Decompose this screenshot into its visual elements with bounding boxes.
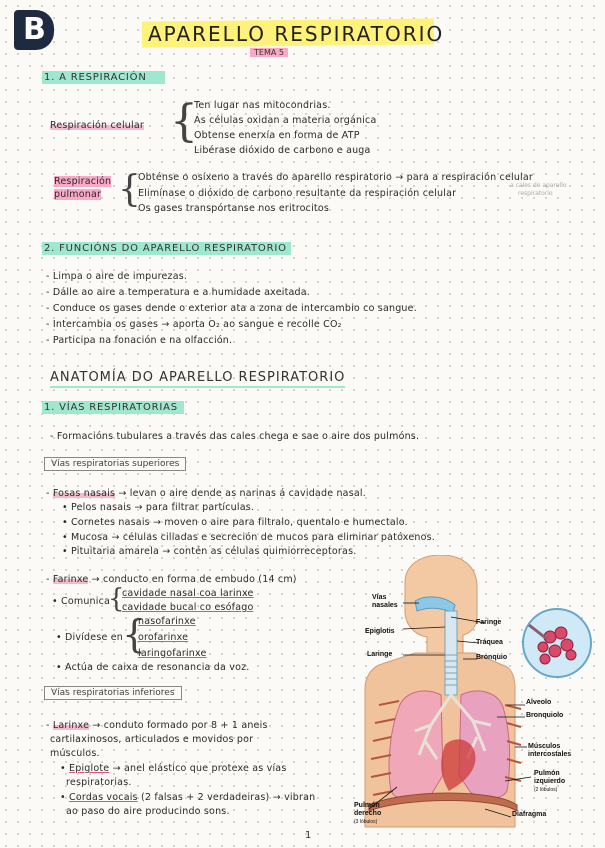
page-title-text: APARELLO RESPIRATORIO — [148, 22, 445, 46]
celular-brace: { — [170, 96, 198, 147]
divide-label: • Divídese en — [56, 632, 124, 643]
alveoli-inset — [523, 609, 591, 677]
fosas-item-3: • Mucosa → células ciliadas e secreción de mucos para eliminar patóxenos. — [62, 532, 435, 543]
epiglote-line-2: respiratorias. — [66, 777, 132, 788]
divide-brace: { — [122, 612, 147, 656]
pulmonar-label-1: Respiración — [54, 176, 112, 187]
vias-heading: 1. VÍAS RESPIRATORIAS — [42, 401, 184, 414]
label-laringe: Laringe — [367, 651, 393, 658]
label-musculos: Músculos intercostales — [528, 743, 572, 758]
page-number: 1 — [305, 830, 312, 841]
fosas-item-1: • Pelos nasais → para filtrar partículas. — [62, 502, 255, 513]
comunica-brace: { — [108, 584, 125, 614]
anatomy-title: ANATOMÍA DO APARELLO RESPIRATORIO — [50, 370, 345, 388]
divide-item-3: laringofarinxe — [138, 648, 207, 659]
fosas-label: Fosas nasais — [52, 488, 116, 499]
fosas-item-4: • Pituitaria amarela → contén as células quimiorreceptoras. — [62, 546, 357, 557]
celular-item-1: Ten lugar nas mitocondrias. — [194, 100, 331, 111]
celular-item-4: Libérase dióxido de carbono e auga — [194, 145, 371, 156]
pulmonar-item-2: Elimínase o dióxido de carbono resultante da respiración celular — [138, 188, 457, 199]
label-traquea: Tráquea — [476, 639, 503, 646]
section2-heading: 2. FUNCIÓNS DO APARELLO RESPIRATORIO — [42, 242, 291, 255]
label-epiglotis: Epiglotis — [365, 628, 395, 635]
vias-intro: - Formacións tubulares a través das cales chega e sae o aire dos pulmóns. — [50, 431, 420, 442]
pulmonar-side-note-1: a cales de aparello — [510, 182, 567, 189]
pulmonar-item-3: Os gases transpórtanse nos eritrocitos — [138, 203, 329, 214]
label-pulmon-der: Pulmón derecho (3 lóbulos) — [354, 802, 382, 825]
funcion-item-4: - Intercambia os gases → aporta O₂ ao sangue e recolle CO₂ — [46, 319, 342, 330]
celular-label: Respiración celular — [50, 120, 144, 131]
logo — [14, 10, 54, 50]
celular-item-2: As células oxidan a materia orgánica — [194, 115, 377, 126]
epiglote-label: Epiglote — [69, 763, 110, 774]
section1-heading: 1. A RESPIRACIÓN — [42, 71, 165, 84]
farinxe-label: Farinxe — [52, 574, 89, 585]
larinxe-line-2: cartilaxinosos, articulados e movidos por — [50, 734, 254, 745]
epiglote-line: • Epiglote → anel elástico que protexe as vías — [60, 763, 287, 774]
pulmonar-label-2: pulmonar — [54, 189, 102, 200]
pulmonar-brace: { — [118, 169, 141, 210]
celular-item-3: Obtense enerxía en forma de ATP — [194, 130, 360, 141]
label-pulmon-izq: Pulmón izquierdo (2 lóbulos) — [534, 770, 566, 793]
label-faringe: Faringe — [476, 619, 502, 626]
divide-item-2: orofarinxe — [138, 632, 189, 643]
label-bronquiolo: Bronquiolo — [526, 712, 564, 719]
comunica-item-2: cavidade bucal co esófago — [122, 602, 254, 613]
logo-letter: B — [23, 12, 46, 47]
superiores-box: Vías respiratorias superiores — [44, 457, 186, 471]
inferiores-box: Vías respiratorias inferiores — [44, 686, 182, 700]
cordas-line-2: ao paso do aire producindo sons. — [66, 806, 230, 817]
funcion-item-3: - Conduce os gases dende o exterior ata a zona de intercambio co sangue. — [46, 303, 417, 314]
comunica-label: • Comunica — [52, 596, 111, 607]
divide-item-1: nasofarinxe — [138, 616, 196, 627]
comunica-item-1: cavidade nasal coa larinxe — [122, 588, 254, 599]
cordas-line: • Cordas vocais (2 falsas + 2 verdadeiras) → vibran — [60, 792, 316, 803]
pulmonar-side-note-2: respiratorio — [518, 190, 553, 197]
caixa-item: • Actúa de caixa de resonancia da voz. — [56, 662, 250, 673]
cordas-label: Cordas vocais — [69, 792, 138, 803]
funcion-item-1: - Limpa o aire de impurezas. — [46, 271, 188, 282]
label-vias-nasales: Vías nasales — [372, 594, 398, 609]
larinxe-line-3: músculos. — [50, 748, 100, 759]
farinxe-line: - Farinxe → conducto en forma de embudo (14 cm) — [46, 574, 297, 585]
fosas-line: - Fosas nasais → levan o aire dende as narinas á cavidade nasal. — [46, 488, 366, 499]
funcion-item-5: - Participa na fonación e na olfacción. — [46, 335, 233, 346]
pulmonar-item-1: Obténse o osíxeno a través do aparello respiratorio → para a respiración celular — [138, 172, 534, 183]
label-diafragma: Diafragma — [512, 811, 547, 818]
larinxe-label: Larinxe — [52, 720, 90, 731]
larinxe-line: - Larinxe → conduto formado por 8 + 1 aneis — [46, 720, 268, 731]
funcion-item-2: - Dálle ao aire a temperatura e a humidade axeitada. — [46, 287, 311, 298]
trachea-shape — [445, 611, 457, 695]
label-bronquio: Bronquio — [476, 654, 508, 661]
fosas-item-2: • Cornetes nasais → moven o aire para filtralo, quentalo e humectalo. — [62, 517, 408, 528]
subtitle: TEMA 5 — [250, 48, 288, 57]
label-alveolo: Alveolo — [526, 699, 552, 706]
